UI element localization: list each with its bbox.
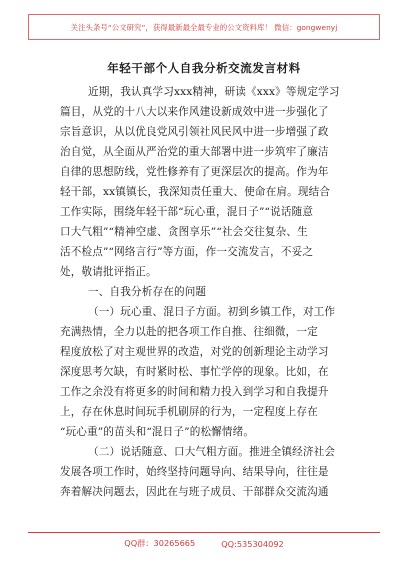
paragraph-line: 活不检点”“网络言行”等方面，作一交流发言，不妥之 (60, 246, 314, 258)
paragraph-line: 治自觉，从全面从严治党的重大部署中进一步筑牢了廉洁 (60, 146, 329, 158)
paragraph-line: 处，敬请批评指正。 (60, 266, 157, 278)
qq-text: QQ:535304092 (221, 538, 284, 549)
page-title: 年轻干部个人自我分析交流发言材料 (107, 61, 301, 75)
paragraph-line: 深度思考欠缺，有时紧时松、事忙学停的现象。比如，在 (60, 366, 329, 378)
paragraph-line: 发展各项工作时，始终坚持问题导向、结果导向，往往是 (60, 466, 329, 478)
paragraph-line: 篇目，从党的十八大以来作风建设新成效中进一步强化了 (60, 106, 329, 118)
paragraph-line: 工作实际，围绕年轻干部“玩心重，混日子”“说话随意 (60, 206, 314, 218)
paragraph-line: 轻干部，xx镇镇长，我深知责任重大、使命在肩。现结合 (60, 186, 331, 198)
paragraph-line: 近期，我认真学习xxx精神，研读《xxx》等规定学习 (88, 86, 340, 98)
document-body (60, 82, 350, 502)
paragraph-line: 上，存在休息时间玩手机刷屏的行为，一定程度上存在 (60, 406, 318, 418)
paragraph-line: 充满热情，全力以赴的把各项工作自推、往细微，一定 (60, 326, 318, 338)
paragraph-line: （一）玩心重、混日子方面。初到乡镇工作，对工作 (88, 306, 336, 318)
paragraph-line: 奔着解决问题去，因此在与班子成员、干部群众交流沟通 (60, 486, 329, 498)
footer-contact-bar (28, 532, 380, 554)
paragraph-line: 程度放松了对主观世界的改造，对党的创新理论主动学习 (60, 346, 329, 358)
header-banner: 关注头条号“公文研究”，获得最新最全最专业的公文资料库！ 微信：gongwenyj (28, 14, 380, 40)
qq-group-text: QQ群：30265665 (124, 538, 196, 548)
paragraph-line: 宗旨意识，从以优良党风引领社风民风中进一步增强了政 (60, 126, 329, 138)
paragraph-line: 口大气粗”“精神空虚、贪图享乐”“社会交往复杂、生 (60, 226, 308, 238)
paragraph-line: 工作之余没有将更多的时间和精力投入到学习和自我提升 (60, 386, 329, 398)
paragraph-line: （二）说话随意、口大气粗方面。推进全镇经济社会 (88, 446, 336, 458)
paragraph-line: 自律的思想防线，党性修养有了更深层次的提高。作为年 (60, 166, 329, 178)
paragraph-line: “玩心重”的苗头和“混日子”的松懈情绪。 (60, 426, 255, 438)
section-heading: 一、自我分析存在的问题 (88, 286, 207, 298)
